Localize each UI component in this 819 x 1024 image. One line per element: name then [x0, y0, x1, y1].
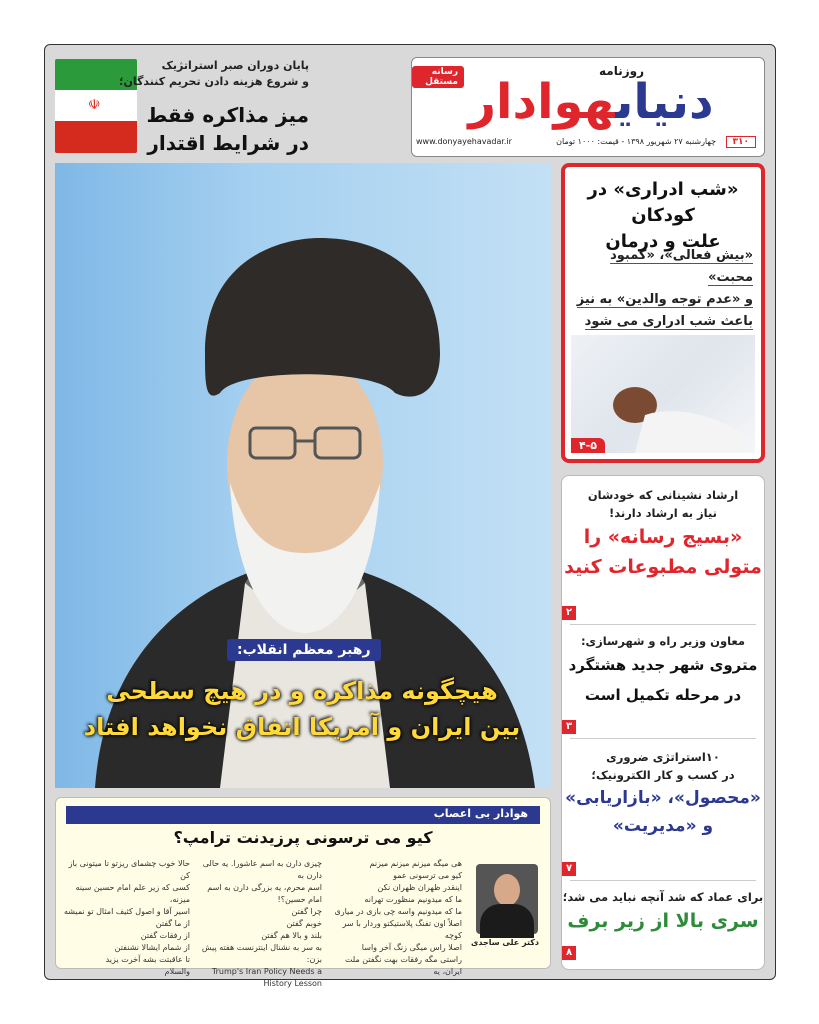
hero-photo[interactable]: [55, 163, 551, 788]
top-teaser[interactable]: [55, 57, 405, 157]
column-text-1: هی میگه میزنم میزنم میزنم کیو می ترسونی عمو اینقدر ظهران ظهران نکن ما که میدونیم منظورت تهرانه ما که میدونیم واسه چی بازی در میاری اصلاً اون تفنگ پلاستیکتو وردار با سر کوچه اصلا راس میگی زنگ آخر واسا راستی مگه رفقات بهت نگفتن ملت ایران، یه: [334, 859, 462, 976]
column-text-3: حالا خوب چشمای ریزتو تا میتونی باز کن کسی که زیر علم امام حسین سینه میزنه، اسیر آقا و اصول کثیف امثال تو نمیشه از ما گفتن از رفقات گفتن از شمام ایشالا نشنفتن تا عاقبتت بشه آخرت یزید والسلام: [63, 859, 190, 976]
teaser-kicker: پایان دوران صبر استراتژیک: [161, 59, 309, 72]
column-band-label: هوادار بی اعصاب: [433, 807, 528, 820]
flag-emblem-icon: ☫: [88, 97, 101, 113]
page-number-badge: ۸: [562, 946, 576, 960]
feature-box[interactable]: [561, 163, 765, 463]
author-name: دکتر علی ساجدی: [471, 938, 539, 947]
feature-title: [565, 177, 761, 255]
masthead-logo: [426, 74, 756, 130]
teaser-title: [59, 101, 309, 157]
item-kicker: ۱۰استراتژی ضروری: [606, 750, 720, 764]
hero-headline-line-1: هیچگونه مذاکره و در هیچ سطحی: [106, 677, 498, 705]
issue-number: ۳۱۰: [726, 136, 756, 148]
masthead: [411, 57, 765, 157]
headline-column: [561, 475, 765, 970]
front-page: [44, 44, 776, 988]
headline-item[interactable]: [562, 888, 764, 936]
feature-photo: [571, 335, 755, 453]
teaser-title-line-1: میز مذاکره فقط: [146, 103, 309, 127]
feature-title-line-1: «شب ادراری» در کودکان: [587, 179, 739, 226]
masthead-info-bar: [416, 136, 760, 150]
item-title: «بسیج رسانه» را: [583, 526, 743, 548]
feature-sub-line-2: و «عدم توجه والدین» به نیز: [576, 292, 753, 307]
feature-sub-line-3: باعث شب ادراری می شود: [584, 314, 753, 329]
website-link[interactable]: www.donyayehavadar.ir: [416, 137, 512, 146]
divider: [570, 880, 756, 881]
page-number-badge: ۳: [562, 720, 576, 734]
masthead-subtitle: روزنامه: [599, 64, 644, 78]
masthead-tag: رسانه مستقل: [412, 66, 464, 88]
item-kicker: برای عماد که شد آنچه نباید می شد؛: [562, 890, 764, 904]
headline-item[interactable]: [562, 632, 764, 710]
author-photo: [476, 864, 538, 934]
page-number-badge: ۷: [562, 862, 576, 876]
item-kicker: معاون وزیر راه و شهرسازی:: [580, 634, 746, 648]
item-title: متولی مطبوعات کنید: [564, 556, 762, 578]
logo-part-1: دنیای: [615, 74, 714, 130]
item-kicker: نیاز به ارشاد دارند!: [608, 506, 717, 520]
column-text-2: چیزی دارن به اسم عاشورا. یه حالی دارن به اسم محرم، یه بزرگی دارن به اسم امام حسین؟! چرا گفتن خوبم گفتن بلند و بالا هم گفتن به سر به نشنال اینترنست هفته پیش بزن: Trump's Iran Policy Needs a History Lesson: [201, 859, 322, 988]
item-title: در مرحله تکمیل است: [584, 686, 742, 704]
divider: [570, 738, 756, 739]
feature-sub-line-1: «بیش فعالی»، «کمبود محبت»: [610, 248, 753, 285]
teaser-title-line-2: در شرایط اقتدار: [147, 131, 309, 155]
item-title: «محصول»، «بازاریابی»: [565, 788, 761, 808]
headline-item[interactable]: [562, 748, 764, 840]
item-kicker: در کسب و کار الکترونیک؛: [591, 768, 735, 782]
item-title: سری بالا از زیر برف: [567, 910, 759, 932]
opinion-column[interactable]: [55, 797, 551, 988]
item-kicker: ارشاد نشینانی که خودشان: [587, 488, 739, 502]
headline-item[interactable]: [562, 486, 764, 582]
column-title: کیو می ترسونی پرزیدنت ترامپ؟: [173, 828, 433, 847]
page-number-badge: ۲: [562, 606, 576, 620]
teaser-kicker-2: و شروع هزینه دادن تحریم کنندگان؛: [119, 75, 309, 88]
feature-page-tag: ۴-۵: [571, 438, 605, 453]
item-title: متروی شهر جدید هشتگرد: [568, 656, 758, 674]
feature-title-line-2: علت و درمان: [605, 231, 721, 252]
issue-date: چهارشنبه ۲۷ شهریور ۱۳۹۸ - قیمت: ۱۰۰۰ تومان: [556, 137, 716, 146]
feature-subtitle: [569, 245, 753, 333]
hero-headline-line-2: بین ایران و آمریکا اتفاق نخواهد افتاد: [83, 713, 521, 741]
hero-kicker: رهبر معظم انقلاب:: [227, 639, 381, 661]
logo-part-2: هوادار: [468, 74, 616, 130]
divider: [570, 624, 756, 625]
item-title: و «مدیریت»: [612, 816, 714, 836]
column-band: [66, 806, 540, 824]
